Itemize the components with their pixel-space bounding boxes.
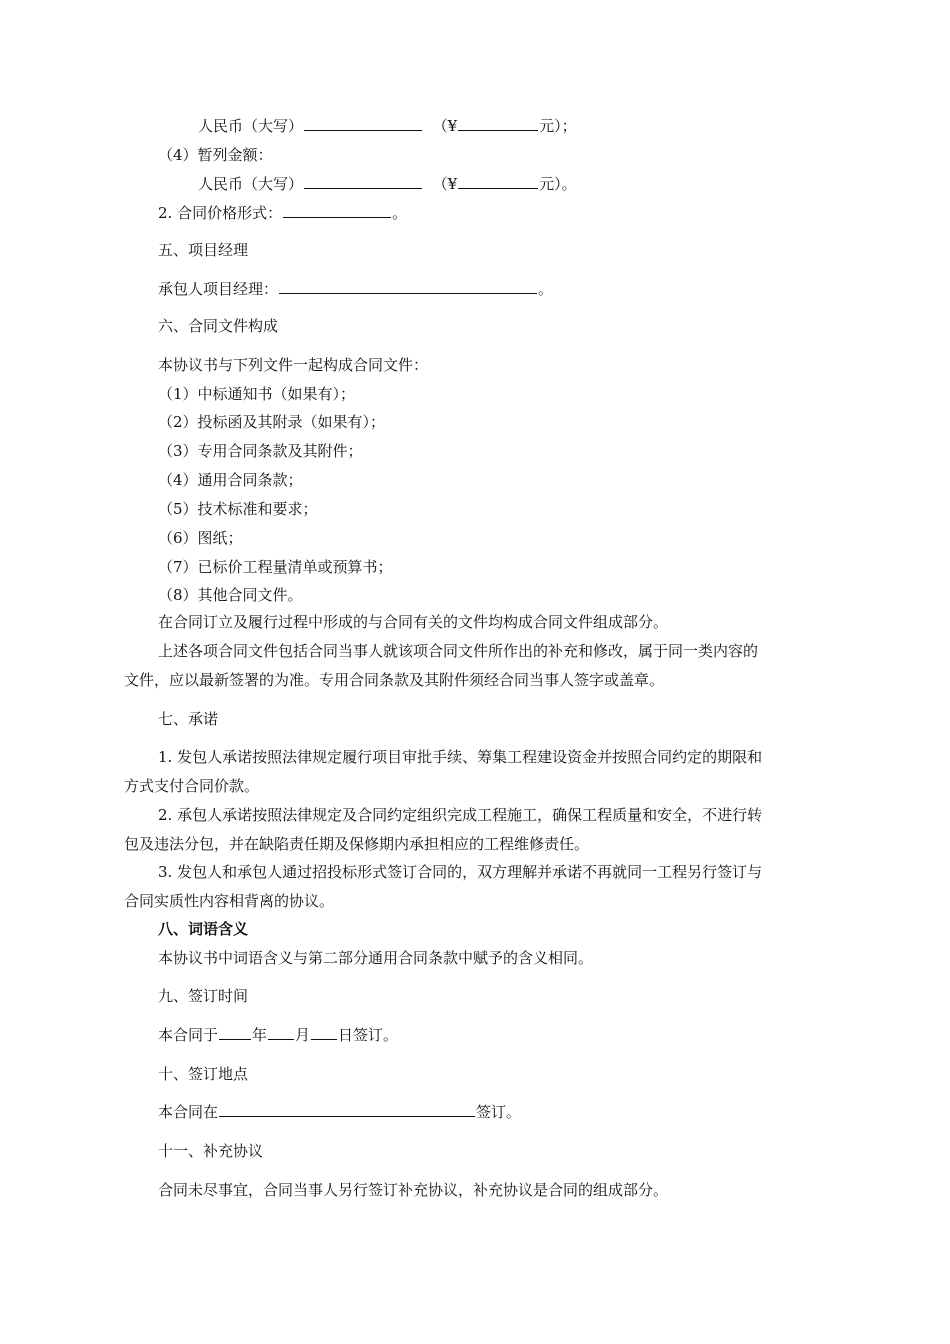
section-7-title: 七、承诺 <box>158 710 219 728</box>
yuan-close: 元）。 <box>539 175 577 193</box>
section-8-paragraph: 本协议书中词语含义与第二部分通用合同条款中赋予的含义相同。 <box>158 949 594 967</box>
item-4: （4）暂列金额： <box>158 146 273 164</box>
rmb-big-label: 人民币（大写） <box>198 175 304 193</box>
price-form-line <box>158 203 407 223</box>
commitment-2-line-1: 2. 承包人承诺按照法律规定及合同约定组织完成工程施工，确保工程质量和安全，不进行转 <box>158 806 763 824</box>
doc-item-1: （1）中标通知书（如果有）； <box>158 385 356 403</box>
section-9-title: 九、签订时间 <box>158 987 249 1005</box>
section-6-paragraph-2-line-1: 上述各项合同文件包括合同当事人就该项合同文件所作出的补充和修改，属于同一类内容的 <box>158 642 759 660</box>
amount-figure-blank <box>458 116 538 131</box>
section-6-title: 六、合同文件构成 <box>158 317 279 335</box>
month-blank <box>268 1025 294 1040</box>
amount-line-1 <box>198 116 577 136</box>
commitment-1-line-1: 1. 发包人承诺按照法律规定履行项目审批手续、筹集工程建设资金并按照合同约定的期限和 <box>158 748 763 766</box>
yen-open: （¥ <box>432 175 458 193</box>
section-6-intro: 本协议书与下列文件一起构成合同文件： <box>158 356 429 374</box>
doc-item-4: （4）通用合同条款； <box>158 471 303 489</box>
section-8-title: 八、词语含义 <box>158 920 249 938</box>
year-blank <box>219 1025 251 1040</box>
period: 。 <box>538 280 554 298</box>
section-11-title: 十一、补充协议 <box>158 1142 264 1160</box>
yuan-close: 元）； <box>539 117 577 135</box>
place-prefix: 本合同在 <box>158 1103 219 1121</box>
sign-place-line <box>158 1102 521 1122</box>
doc-item-2: （2）投标函及其附录（如果有）； <box>158 413 386 431</box>
yen-open: （¥ <box>432 117 458 135</box>
place-blank <box>219 1102 475 1117</box>
price-form-label: 2. 合同价格形式： <box>158 204 283 222</box>
section-10-title: 十、签订地点 <box>158 1065 249 1083</box>
amount-figure-blank <box>458 174 538 189</box>
period: 。 <box>392 204 408 222</box>
project-manager-line <box>158 279 553 299</box>
commitment-3-line-1: 3. 发包人和承包人通过招投标形式签订合同的，双方理解并承诺不再就同一工程另行签订与 <box>158 863 763 881</box>
pm-label: 承包人项目经理： <box>158 280 279 298</box>
amount-words-blank <box>304 174 422 189</box>
place-suffix: 签订。 <box>476 1103 522 1121</box>
section-11-paragraph: 合同未尽事宜，合同当事人另行签订补充协议，补充协议是合同的组成部分。 <box>158 1181 669 1199</box>
price-form-blank <box>283 203 391 218</box>
year-label: 年 <box>252 1026 268 1044</box>
month-label: 月 <box>295 1026 311 1044</box>
sign-date-line <box>158 1025 398 1045</box>
section-6-paragraph-2-line-2: 文件，应以最新签署的为准。专用合同条款及其附件须经合同当事人签字或盖章。 <box>124 671 665 689</box>
commitment-2-line-2: 包及违法分包，并在缺陷责任期及保修期内承担相应的工程维修责任。 <box>124 835 590 853</box>
rmb-big-label: 人民币（大写） <box>198 117 304 135</box>
doc-item-5: （5）技术标准和要求； <box>158 500 318 518</box>
day-blank <box>311 1025 337 1040</box>
doc-item-3: （3）专用合同条款及其附件； <box>158 442 363 460</box>
doc-item-8: （8）其他合同文件。 <box>158 586 303 604</box>
date-prefix: 本合同于 <box>158 1026 219 1044</box>
amount-words-blank <box>304 116 422 131</box>
commitment-3-line-2: 合同实质性内容相背离的协议。 <box>124 892 335 910</box>
commitment-1-line-2: 方式支付合同价款。 <box>124 777 260 795</box>
doc-item-7: （7）已标价工程量清单或预算书； <box>158 558 393 576</box>
section-5-title: 五、项目经理 <box>158 241 249 259</box>
section-6-paragraph-1: 在合同订立及履行过程中形成的与合同有关的文件均构成合同文件组成部分。 <box>158 613 669 631</box>
doc-item-6: （6）图纸； <box>158 529 243 547</box>
pm-blank <box>279 279 537 294</box>
amount-line-2 <box>198 174 577 194</box>
day-signed-label: 日签订。 <box>338 1026 399 1044</box>
